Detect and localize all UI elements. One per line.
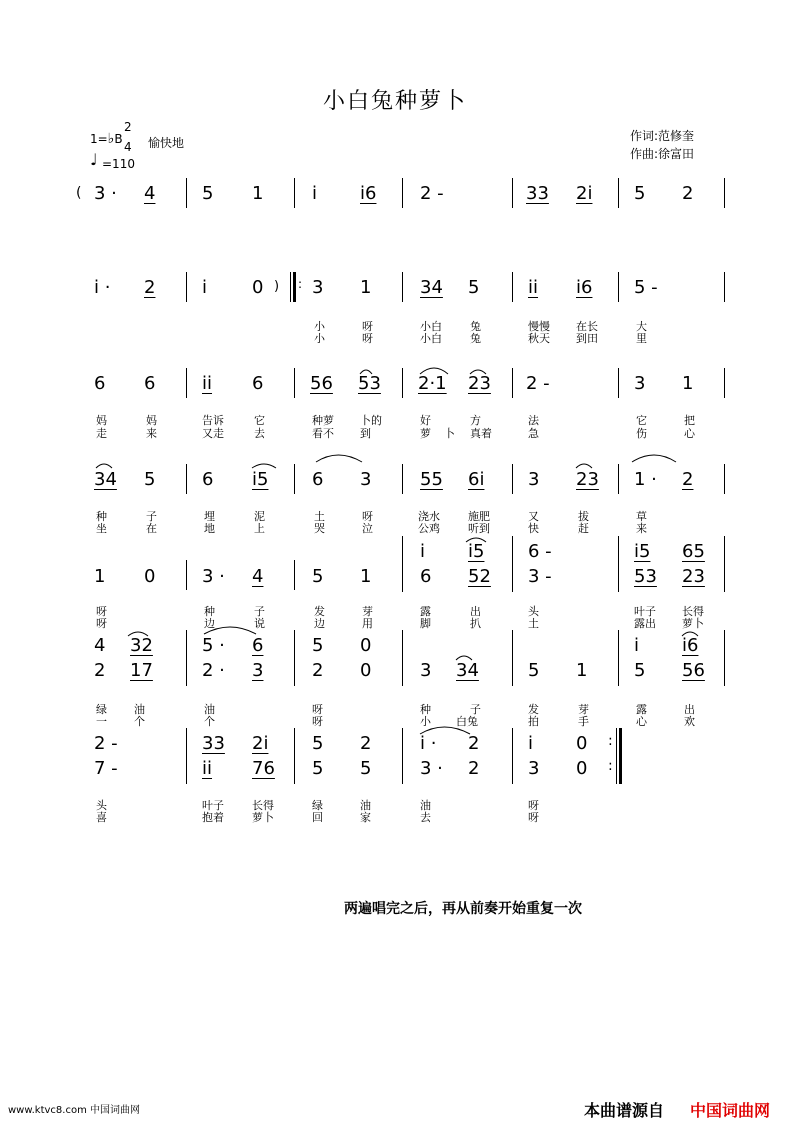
lyric-syllable: 油 <box>134 703 145 716</box>
footer-brand[interactable]: 中国词曲网 <box>690 1101 771 1120</box>
paren-close: ) <box>274 279 280 294</box>
lyric-syllable: 把 <box>684 414 695 427</box>
lyric-syllable: 方 <box>470 414 481 427</box>
slur <box>96 464 112 468</box>
slur <box>456 656 472 660</box>
note: 6 <box>94 373 106 394</box>
lyric-syllable: 扒 <box>470 617 481 630</box>
lyric-syllable: 浇水 <box>418 510 440 523</box>
note: 3 <box>420 660 432 681</box>
note: 2i <box>576 183 593 204</box>
page-title: 小白兔种萝卜 <box>322 89 467 114</box>
lyric-syllable: 心 <box>636 715 647 728</box>
note: i5 <box>468 541 485 562</box>
lyric-syllable: 急 <box>528 427 539 440</box>
lyric-syllable: 小 <box>314 332 325 345</box>
lyric-syllable: 埋 <box>204 510 215 523</box>
lyric-syllable: 地 <box>204 522 215 535</box>
note: 2 <box>312 660 324 681</box>
lyric-syllable: 泥 <box>254 510 265 523</box>
slur <box>466 538 486 542</box>
lyric-syllable: 走 <box>96 427 107 440</box>
lyric-syllable: 去 <box>420 811 431 824</box>
lyric-syllable: 卜 <box>444 427 455 440</box>
note: 2 <box>360 733 372 754</box>
note: 6 <box>252 373 264 394</box>
note: 6 <box>202 469 214 490</box>
lyric-syllable: 油 <box>420 799 431 812</box>
note: 5 - <box>634 277 658 298</box>
lyric-syllable: 卜的 <box>360 414 382 427</box>
note: 1 <box>576 660 588 681</box>
slur <box>252 464 276 468</box>
lyric-syllable: 真着 <box>470 427 492 440</box>
note: i <box>202 277 208 298</box>
lyric-syllable: 发 <box>528 703 539 716</box>
key-signature: 1=♭B <box>90 131 123 147</box>
note: 32 <box>130 635 153 656</box>
lyric-syllable: 绿 <box>312 799 323 812</box>
note: 4 <box>144 183 156 204</box>
lyric-syllable: 回 <box>312 811 323 824</box>
note: 1 <box>360 566 372 587</box>
lyric-syllable: 呀 <box>528 811 539 824</box>
lyric-syllable: 呀 <box>96 617 107 630</box>
lyric-syllable: 心 <box>684 427 695 440</box>
lyric-syllable: 告诉 <box>202 414 224 427</box>
lyric-syllable: 喜 <box>96 811 107 824</box>
lyric-syllable: 小白 <box>420 332 442 345</box>
lyric-syllable: 好 <box>420 414 431 427</box>
note: 5 <box>528 660 540 681</box>
lyric-syllable: 油 <box>360 799 371 812</box>
lyric-syllable: 呀 <box>528 799 539 812</box>
lyric-syllable: 绿 <box>96 703 107 716</box>
lyric-syllable: 土 <box>314 510 325 523</box>
lyric-syllable: 它 <box>254 414 265 427</box>
note: 3 · <box>420 758 443 779</box>
lyric-syllable: 又走 <box>202 427 224 440</box>
lyric-syllable: 长得 <box>252 799 274 812</box>
note: i6 <box>576 277 593 298</box>
note: 6 <box>312 469 324 490</box>
lyric-syllable: 种 <box>96 510 107 523</box>
note: ii <box>202 758 213 779</box>
note: 3 <box>528 758 540 779</box>
repeat-dots: : <box>608 733 613 749</box>
lyric-syllable: 妈 <box>96 414 107 427</box>
lyric-syllable: 叶子 <box>202 799 224 812</box>
paren-open: ( <box>76 185 82 201</box>
note: 1 <box>94 566 106 587</box>
lyric-syllable: 个 <box>204 715 215 728</box>
lyric-syllable: 欢 <box>684 715 695 728</box>
note: 0 <box>576 733 588 754</box>
note: 56 <box>682 660 705 681</box>
note: 1 · <box>634 469 657 490</box>
note: 53 <box>358 373 381 394</box>
lyricist: 作词:范修奎 <box>630 129 695 143</box>
note: 0 <box>360 660 372 681</box>
note: 2 <box>682 183 694 204</box>
note: 2 <box>94 660 106 681</box>
lyric-syllable: 芽 <box>362 605 373 618</box>
note: 17 <box>130 660 153 681</box>
note: 4 <box>94 635 106 656</box>
lyric-syllable: 油 <box>204 703 215 716</box>
lyric-syllable: 拔 <box>578 510 589 523</box>
tempo: =110 <box>102 157 135 171</box>
note: 2 <box>468 733 480 754</box>
note: 2 <box>468 758 480 779</box>
note: 6i <box>468 469 485 490</box>
lyric-syllable: 看不 <box>312 427 334 440</box>
note: 3 <box>528 469 540 490</box>
lyric-syllable: 大 <box>636 320 647 333</box>
lyric-syllable: 说 <box>254 617 265 630</box>
lyric-syllable: 手 <box>578 715 589 728</box>
lyric-syllable: 芽 <box>578 703 589 716</box>
slur <box>682 632 698 636</box>
lyric-syllable: 呀 <box>362 332 373 345</box>
note: i6 <box>682 635 699 656</box>
note: 2 <box>144 277 156 298</box>
lyric-syllable: 出 <box>684 703 695 716</box>
note: 3 <box>312 277 324 298</box>
lyric-syllable: 呀 <box>96 605 107 618</box>
key-note: B <box>114 132 123 146</box>
lyric-syllable: 用 <box>362 617 373 630</box>
lyric-syllable: 伤 <box>636 427 647 440</box>
note: 5 <box>312 758 324 779</box>
note: 5 <box>312 566 324 587</box>
lyric-syllable: 兔 <box>470 332 481 345</box>
note: 2 · <box>202 660 225 681</box>
lyric-syllable: 长得 <box>682 605 704 618</box>
note: 1 <box>682 373 694 394</box>
footer-source: 本曲谱源自 <box>584 1101 665 1120</box>
lyric-syllable: 呀 <box>362 510 373 523</box>
note: 2i <box>252 733 269 754</box>
lyric-syllable: 去 <box>254 427 265 440</box>
note: 3 - <box>528 566 552 587</box>
note: 3 <box>252 660 264 681</box>
slur <box>632 455 676 462</box>
note: 23 <box>682 566 705 587</box>
lyric-syllable: 子 <box>146 510 157 523</box>
note: i <box>634 635 640 656</box>
note: 4 <box>252 566 264 587</box>
note: 1 <box>360 277 372 298</box>
note: i · <box>94 277 111 298</box>
lyric-syllable: 边 <box>204 617 215 630</box>
time-sig-bottom: 4 <box>124 140 132 154</box>
note: 34 <box>456 660 479 681</box>
lyric-syllable: 坐 <box>96 522 107 535</box>
slur <box>420 727 470 734</box>
note: 52 <box>468 566 491 587</box>
lyric-syllable: 出 <box>470 605 481 618</box>
note: i · <box>420 733 437 754</box>
lyric-syllable: 拍 <box>528 715 539 728</box>
slur <box>420 368 448 374</box>
note: 2 - <box>94 733 118 754</box>
lyric-syllable: 呀 <box>312 715 323 728</box>
note: 0 <box>252 277 264 298</box>
note: 0 <box>144 566 156 587</box>
note: 3 · <box>202 566 225 587</box>
slur <box>576 464 592 468</box>
lyric-syllable: 秋天 <box>528 332 550 345</box>
lyric-syllable: 呀 <box>312 703 323 716</box>
slur <box>360 370 372 374</box>
lyric-syllable: 叶子 <box>634 605 656 618</box>
slur <box>316 455 362 462</box>
note: 5 <box>634 660 646 681</box>
note: i5 <box>252 469 269 490</box>
note: 5 · <box>202 635 225 656</box>
note: 7 - <box>94 758 118 779</box>
note: 55 <box>420 469 443 490</box>
lyric-syllable: 它 <box>636 414 647 427</box>
note: 1 <box>252 183 264 204</box>
lyric-syllable: 种 <box>204 605 215 618</box>
lyric-syllable: 施肥 <box>468 510 490 523</box>
lyric-syllable: 子 <box>470 703 481 716</box>
lyric-syllable: 一 <box>96 715 107 728</box>
note: 2 - <box>526 373 550 394</box>
note: 2 - <box>420 183 444 204</box>
lyric-syllable: 公鸡 <box>418 522 440 535</box>
note: 34 <box>420 277 443 298</box>
note: 3 <box>360 469 372 490</box>
lyric-syllable: 来 <box>636 522 647 535</box>
lyric-syllable: 露 <box>420 605 431 618</box>
note: 5 <box>360 758 372 779</box>
lyric-syllable: 露 <box>636 703 647 716</box>
lyric-syllable: 头 <box>96 799 107 812</box>
note: 0 <box>576 758 588 779</box>
note: ii <box>528 277 539 298</box>
footer-site[interactable]: www.ktvc8.com 中国词曲网 <box>8 1105 141 1116</box>
performance-note: 两遍唱完之后，再从前奏开始重复一次 <box>344 901 582 917</box>
note: 33 <box>202 733 225 754</box>
lyric-syllable: 子 <box>254 605 265 618</box>
note: 5 <box>468 277 480 298</box>
repeat-dots: : <box>298 277 303 291</box>
note: i6 <box>360 183 377 204</box>
lyric-syllable: 抱着 <box>202 811 224 824</box>
lyric-syllable: 呀 <box>362 320 373 333</box>
note: i <box>420 541 426 562</box>
note: 2 <box>682 469 694 490</box>
lyric-syllable: 露出 <box>634 617 656 630</box>
note: 5 <box>312 635 324 656</box>
composer: 作曲:徐富田 <box>630 147 695 161</box>
lyric-syllable: 种萝 <box>312 414 334 427</box>
lyric-syllable: 到 <box>360 427 371 440</box>
lyric-syllable: 脚 <box>420 617 431 630</box>
lyric-syllable: 萝卜 <box>252 811 274 824</box>
note: ii <box>202 373 213 394</box>
lyric-syllable: 法 <box>528 414 539 427</box>
note: 5 <box>202 183 214 204</box>
lyric-syllable: 家 <box>360 811 371 824</box>
note: 65 <box>682 541 705 562</box>
note: 6 - <box>528 541 552 562</box>
lyric-syllable: 小 <box>420 715 431 728</box>
note: 53 <box>634 566 657 587</box>
note: 5 <box>634 183 646 204</box>
note: 6 <box>420 566 432 587</box>
note: 3 <box>634 373 646 394</box>
lyric-syllable: 兔 <box>470 320 481 333</box>
lyric-syllable: 边 <box>314 617 325 630</box>
lyric-syllable: 听到 <box>468 522 490 535</box>
lyric-syllable: 又 <box>528 510 539 523</box>
lyric-syllable: 在 <box>146 522 157 535</box>
lyric-syllable: 头 <box>528 605 539 618</box>
lyric-syllable: 小白 <box>420 320 442 333</box>
lyric-syllable: 个 <box>134 715 145 728</box>
lyric-syllable: 慢慢 <box>528 320 550 333</box>
note: 33 <box>526 183 549 204</box>
slur <box>470 370 486 374</box>
note: 5 <box>144 469 156 490</box>
note: i <box>528 733 534 754</box>
lyric-syllable: 萝卜 <box>682 617 704 630</box>
lyric-syllable: 发 <box>314 605 325 618</box>
note: i5 <box>634 541 651 562</box>
note: 23 <box>576 469 599 490</box>
lyric-syllable: 种 <box>420 703 431 716</box>
lyric-syllable: 赶 <box>578 522 589 535</box>
key-label: 1= <box>90 132 108 146</box>
note: 5 <box>312 733 324 754</box>
lyric-syllable: 妈 <box>146 414 157 427</box>
lyric-syllable: 来 <box>146 427 157 440</box>
lyric-syllable: 草 <box>636 510 647 523</box>
lyric-syllable: 泣 <box>362 522 373 535</box>
lyric-syllable: 白兔 <box>456 715 478 728</box>
lyric-syllable: 萝 <box>420 427 431 440</box>
note: 0 <box>360 635 372 656</box>
lyric-syllable: 快 <box>528 522 539 535</box>
time-sig-top: 2 <box>124 120 132 134</box>
lyric-syllable: 上 <box>254 522 265 535</box>
lyric-syllable: 哭 <box>314 522 325 535</box>
slur <box>128 632 148 636</box>
note: i <box>312 183 318 204</box>
note: 2·1 <box>418 373 447 394</box>
mood-marking: 愉快地 <box>148 136 185 150</box>
quarter-note-icon: ♩ <box>90 150 98 169</box>
note: 23 <box>468 373 491 394</box>
lyric-syllable: 土 <box>528 617 539 630</box>
note: 3 · <box>94 183 117 204</box>
note: 56 <box>310 373 333 394</box>
slur <box>204 627 256 634</box>
lyric-syllable: 小 <box>314 320 325 333</box>
note: 76 <box>252 758 275 779</box>
note: 34 <box>94 469 117 490</box>
note: 6 <box>252 635 264 656</box>
note: 6 <box>144 373 156 394</box>
repeat-dots: : <box>608 758 613 774</box>
lyric-syllable: 到田 <box>576 332 598 345</box>
lyric-syllable: 里 <box>636 332 647 345</box>
lyric-syllable: 在长 <box>576 320 598 333</box>
